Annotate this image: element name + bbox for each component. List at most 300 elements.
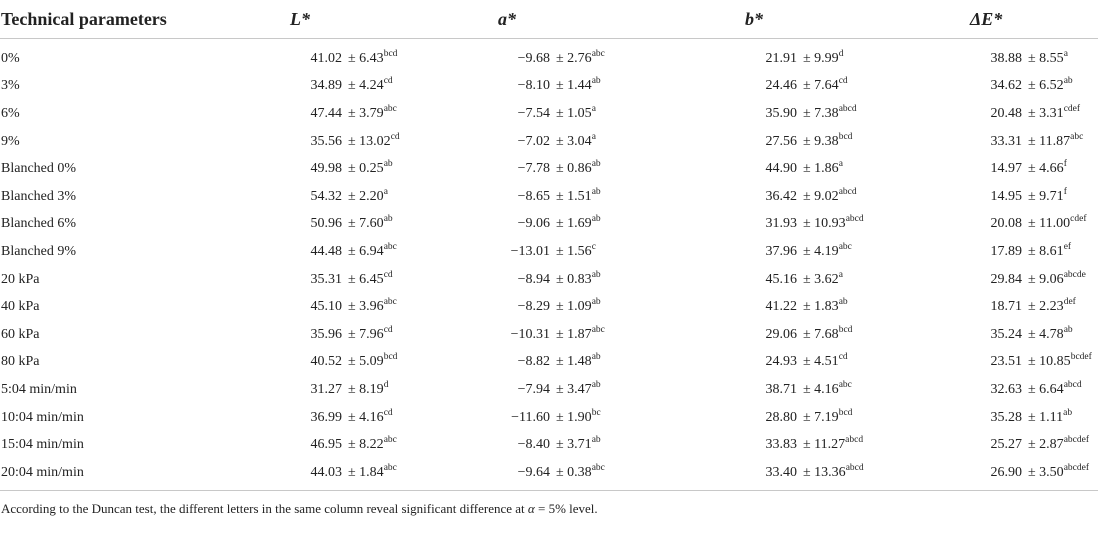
cell-b-star-sd: ± 4.19 xyxy=(803,243,839,259)
cell-delta-e-star xyxy=(970,459,1098,490)
cell-b-star-value: 28.80 xyxy=(765,409,797,425)
cell-b-star-value: 33.83 xyxy=(765,437,797,453)
cell-l-star-sd: ± 13.02 xyxy=(348,133,391,149)
cell-l-star-sd: ± 1.84 xyxy=(348,464,384,480)
table-row xyxy=(0,293,1098,321)
table-row xyxy=(0,376,1098,404)
cell-l-star-value: 46.95 xyxy=(310,437,342,453)
cell-b-star-value: 45.16 xyxy=(765,271,797,287)
cell-delta-e-star-significance: ab xyxy=(1063,324,1073,335)
cell-delta-e-star-value: 18.71 xyxy=(990,299,1022,315)
cell-delta-e-star xyxy=(970,293,1098,321)
cell-delta-e-star-value: 34.62 xyxy=(990,78,1022,94)
cell-b-star-sd: ± 9.02 xyxy=(803,188,839,204)
table-row xyxy=(0,459,1098,490)
cell-a-star-significance: ab xyxy=(591,379,601,390)
cell-l-star-value: 34.89 xyxy=(310,78,342,94)
cell-b-star-value: 38.71 xyxy=(765,381,797,397)
cell-delta-e-star-value: 20.08 xyxy=(990,216,1022,232)
cell-a-star-significance: abc xyxy=(591,324,605,335)
cell-delta-e-star-value: 35.24 xyxy=(990,326,1022,342)
cell-b-star xyxy=(745,211,970,239)
cell-l-star xyxy=(290,404,498,432)
header-b-star xyxy=(745,0,970,39)
cell-delta-e-star-value: 25.27 xyxy=(990,437,1022,453)
cell-b-star xyxy=(745,155,970,183)
cell-delta-e-star-significance: a xyxy=(1063,48,1068,59)
cell-a-star-significance: c xyxy=(591,241,596,252)
cell-a-star xyxy=(498,321,745,349)
cell-b-star-value: 36.42 xyxy=(765,188,797,204)
cell-delta-e-star-significance: abcdef xyxy=(1063,462,1090,473)
cell-b-star xyxy=(745,73,970,101)
cell-l-star-significance: abc xyxy=(383,435,397,446)
cell-l-star-value: 41.02 xyxy=(310,50,342,66)
cell-l-star-value: 47.44 xyxy=(310,105,342,121)
cell-technical-parameter: 60 kPa xyxy=(1,326,40,342)
cell-l-star xyxy=(290,349,498,377)
cell-b-star-significance: abc xyxy=(838,241,852,252)
table-row xyxy=(0,155,1098,183)
cell-delta-e-star-value: 33.31 xyxy=(990,133,1022,149)
cell-b-star-sd: ± 7.19 xyxy=(803,409,839,425)
cell-b-star-sd: ± 4.16 xyxy=(803,381,839,397)
cell-delta-e-star-significance: abcd xyxy=(1063,379,1082,390)
cell-delta-e-star-sd: ± 4.78 xyxy=(1028,326,1064,342)
cell-delta-e-star-value: 32.63 xyxy=(990,381,1022,397)
cell-l-star-sd: ± 4.16 xyxy=(348,409,384,425)
cell-b-star-sd: ± 1.86 xyxy=(803,161,839,177)
cell-delta-e-star xyxy=(970,39,1098,73)
cell-a-star-value: −7.94 xyxy=(517,381,550,397)
cell-b-star-value: 31.93 xyxy=(765,216,797,232)
cell-b-star-sd: ± 9.99 xyxy=(803,50,839,66)
cell-a-star-sd: ± 1.69 xyxy=(556,216,592,232)
cell-delta-e-star xyxy=(970,321,1098,349)
cell-a-star-sd: ± 1.87 xyxy=(556,326,592,342)
cell-a-star xyxy=(498,431,745,459)
cell-a-star xyxy=(498,293,745,321)
cell-a-star-sd: ± 1.09 xyxy=(556,299,592,315)
cell-delta-e-star-sd: ± 6.52 xyxy=(1028,78,1064,94)
cell-a-star-sd: ± 0.38 xyxy=(556,464,592,480)
cell-technical-parameter: 20 kPa xyxy=(1,271,40,287)
cell-a-star xyxy=(498,459,745,490)
cell-a-star xyxy=(498,128,745,156)
cell-l-star xyxy=(290,128,498,156)
cell-l-star xyxy=(290,211,498,239)
cell-b-star xyxy=(745,183,970,211)
cell-l-star-sd: ± 6.45 xyxy=(348,271,384,287)
cell-b-star-significance: bcd xyxy=(838,407,853,418)
cell-l-star-sd: ± 2.20 xyxy=(348,188,384,204)
cell-l-star-sd: ± 8.22 xyxy=(348,437,384,453)
cell-b-star-value: 29.06 xyxy=(765,326,797,342)
table-header xyxy=(0,0,1098,39)
cell-l-star-sd: ± 4.24 xyxy=(348,78,384,94)
cell-delta-e-star-sd: ± 10.85 xyxy=(1028,354,1071,370)
cell-a-star-significance: ab xyxy=(591,435,601,446)
cell-technical-parameter: 0% xyxy=(1,50,20,66)
table-body xyxy=(0,39,1098,491)
cell-a-star-sd: ± 0.83 xyxy=(556,271,592,287)
table-row xyxy=(0,238,1098,266)
cell-l-star xyxy=(290,321,498,349)
cell-a-star-value: −8.29 xyxy=(517,299,550,315)
cell-b-star-sd: ± 4.51 xyxy=(803,354,839,370)
cell-l-star-sd: ± 0.25 xyxy=(348,161,384,177)
table-row xyxy=(0,100,1098,128)
cell-technical-parameter: Blanched 3% xyxy=(1,188,77,204)
cell-b-star xyxy=(745,39,970,73)
table-row xyxy=(0,321,1098,349)
cell-delta-e-star xyxy=(970,128,1098,156)
cell-a-star-significance: a xyxy=(591,131,596,142)
cell-delta-e-star-significance: bcdef xyxy=(1070,352,1092,363)
cell-technical-parameter: Blanched 0% xyxy=(1,161,77,177)
cell-a-star-significance: ab xyxy=(591,76,601,87)
cell-delta-e-star-significance: ef xyxy=(1063,241,1072,252)
cell-delta-e-star xyxy=(970,155,1098,183)
footnote xyxy=(0,501,1098,517)
cell-a-star-value: −7.78 xyxy=(517,161,550,177)
cell-a-star xyxy=(498,238,745,266)
cell-a-star-value: −7.54 xyxy=(517,105,550,121)
cell-b-star-value: 24.46 xyxy=(765,78,797,94)
cell-b-star-sd: ± 7.64 xyxy=(803,78,839,94)
cell-a-star xyxy=(498,73,745,101)
cell-l-star-sd: ± 6.43 xyxy=(348,50,384,66)
cell-technical-parameter: 15:04 min/min xyxy=(1,437,84,453)
cell-delta-e-star-significance: def xyxy=(1063,297,1076,308)
cell-delta-e-star xyxy=(970,100,1098,128)
cell-b-star-significance: cd xyxy=(838,76,848,87)
cell-l-star-value: 35.31 xyxy=(310,271,342,287)
cell-a-star-sd: ± 1.90 xyxy=(556,409,592,425)
cell-b-star-value: 41.22 xyxy=(765,299,797,315)
cell-delta-e-star-sd: ± 3.50 xyxy=(1028,464,1064,480)
cell-delta-e-star xyxy=(970,431,1098,459)
cell-l-star-significance: bcd xyxy=(383,48,398,59)
header-b-star-label: b* xyxy=(745,8,763,29)
cell-delta-e-star xyxy=(970,349,1098,377)
cell-delta-e-star-sd: ± 11.00 xyxy=(1028,216,1071,232)
cell-delta-e-star-value: 26.90 xyxy=(990,464,1022,480)
cell-b-star-significance: abcd xyxy=(845,462,864,473)
cell-l-star-significance: cd xyxy=(390,131,400,142)
cell-technical-parameter: 3% xyxy=(1,78,20,94)
cell-a-star-sd: ± 1.48 xyxy=(556,354,592,370)
cell-delta-e-star-sd: ± 6.64 xyxy=(1028,381,1064,397)
cell-a-star-sd: ± 2.76 xyxy=(556,50,592,66)
cell-a-star-value: −8.65 xyxy=(517,188,550,204)
cell-delta-e-star-sd: ± 8.55 xyxy=(1028,50,1064,66)
cell-b-star-significance: abcd xyxy=(838,186,857,197)
cell-a-star-sd: ± 3.04 xyxy=(556,133,592,149)
cell-b-star-significance: d xyxy=(838,48,844,59)
cell-a-star-significance: abc xyxy=(591,462,605,473)
cell-a-star-sd: ± 1.56 xyxy=(556,243,592,259)
cell-l-star-sd: ± 6.94 xyxy=(348,243,384,259)
table-row xyxy=(0,266,1098,294)
cell-b-star-sd: ± 9.38 xyxy=(803,133,839,149)
cell-l-star-significance: a xyxy=(383,186,388,197)
cell-a-star xyxy=(498,39,745,73)
cell-a-star xyxy=(498,376,745,404)
cell-b-star xyxy=(745,459,970,490)
cell-a-star-value: −8.82 xyxy=(517,354,550,370)
cell-l-star-value: 35.96 xyxy=(310,326,342,342)
cell-l-star-sd: ± 7.96 xyxy=(348,326,384,342)
cell-l-star-significance: cd xyxy=(383,76,393,87)
cell-b-star-value: 33.40 xyxy=(765,464,797,480)
cell-l-star-significance: cd xyxy=(383,269,393,280)
cell-l-star-significance: abc xyxy=(383,241,397,252)
footnote-text-before: According to the Duncan test, the different letters in the same column reveal significant difference at xyxy=(1,500,528,516)
cell-l-star-significance: cd xyxy=(383,324,393,335)
cell-b-star xyxy=(745,100,970,128)
cell-delta-e-star-sd: ± 8.61 xyxy=(1028,243,1064,259)
cell-b-star-significance: abcd xyxy=(845,214,864,225)
cell-a-star-sd: ± 1.44 xyxy=(556,78,592,94)
cell-a-star-significance: ab xyxy=(591,269,601,280)
cell-b-star xyxy=(745,376,970,404)
cell-b-star-sd: ± 11.27 xyxy=(803,437,846,453)
cell-l-star xyxy=(290,39,498,73)
cell-l-star xyxy=(290,183,498,211)
header-delta-e-star-label: ΔE* xyxy=(970,8,1003,29)
cell-a-star-value: −9.68 xyxy=(517,50,550,66)
cell-b-star-significance: abcd xyxy=(845,435,864,446)
cell-l-star-value: 49.98 xyxy=(310,161,342,177)
cell-delta-e-star-significance: f xyxy=(1063,159,1067,170)
cell-delta-e-star xyxy=(970,73,1098,101)
cell-a-star-value: −13.01 xyxy=(510,243,550,259)
cell-b-star-significance: ab xyxy=(838,297,848,308)
footnote-alpha: α xyxy=(527,500,535,516)
cell-delta-e-star xyxy=(970,376,1098,404)
cell-b-star-value: 35.90 xyxy=(765,105,797,121)
cell-l-star-sd: ± 5.09 xyxy=(348,354,384,370)
header-l-star xyxy=(290,0,498,39)
cell-a-star-significance: ab xyxy=(591,186,601,197)
cell-delta-e-star xyxy=(970,404,1098,432)
cell-a-star-value: −10.31 xyxy=(510,326,550,342)
cell-a-star-significance: abc xyxy=(591,48,605,59)
cell-delta-e-star xyxy=(970,211,1098,239)
cell-b-star-significance: bcd xyxy=(838,324,853,335)
cell-l-star-significance: cd xyxy=(383,407,393,418)
cell-l-star-value: 45.10 xyxy=(310,299,342,315)
cell-technical-parameter: 5:04 min/min xyxy=(1,381,77,397)
cell-a-star-value: −8.10 xyxy=(517,78,550,94)
cell-a-star xyxy=(498,100,745,128)
cell-l-star-value: 31.27 xyxy=(310,381,342,397)
cell-a-star xyxy=(498,349,745,377)
cell-b-star-significance: bcd xyxy=(838,131,853,142)
cell-l-star-significance: d xyxy=(383,379,389,390)
cell-delta-e-star-sd: ± 3.31 xyxy=(1028,105,1064,121)
cell-b-star-value: 27.56 xyxy=(765,133,797,149)
cell-b-star-sd: ± 1.83 xyxy=(803,299,839,315)
cell-b-star-sd: ± 7.38 xyxy=(803,105,839,121)
cell-a-star-value: −8.94 xyxy=(517,271,550,287)
cell-l-star xyxy=(290,431,498,459)
cell-b-star-sd: ± 10.93 xyxy=(803,216,846,232)
cell-technical-parameter: 20:04 min/min xyxy=(0,459,290,490)
cell-a-star-value: −7.02 xyxy=(517,133,550,149)
cell-delta-e-star-significance: cdef xyxy=(1063,103,1081,114)
cell-delta-e-star xyxy=(970,266,1098,294)
cell-delta-e-star-sd: ± 4.66 xyxy=(1028,161,1064,177)
cell-technical-parameter: 9% xyxy=(1,133,20,149)
cell-l-star-value: 35.56 xyxy=(310,133,342,149)
cell-b-star-significance: a xyxy=(838,159,843,170)
cell-b-star-significance: a xyxy=(838,269,843,280)
cell-delta-e-star-value: 14.97 xyxy=(990,161,1022,177)
footnote-text-after: = 5% level. xyxy=(534,500,598,516)
cell-delta-e-star-significance: abcde xyxy=(1063,269,1086,280)
header-a-star xyxy=(498,0,745,39)
cell-delta-e-star-significance: abcdef xyxy=(1063,435,1090,446)
cell-a-star-significance: ab xyxy=(591,352,601,363)
cell-b-star-value: 21.91 xyxy=(765,50,797,66)
cell-l-star-significance: abc xyxy=(383,103,397,114)
cell-delta-e-star-significance: abc xyxy=(1070,131,1084,142)
cell-a-star xyxy=(498,404,745,432)
cell-l-star-value: 36.99 xyxy=(310,409,342,425)
cell-technical-parameter: Blanched 9% xyxy=(1,243,77,259)
cell-b-star xyxy=(745,404,970,432)
cell-a-star-sd: ± 1.05 xyxy=(556,105,592,121)
cell-l-star-significance: ab xyxy=(383,159,393,170)
header-row xyxy=(0,0,1098,39)
cell-b-star xyxy=(745,349,970,377)
cell-l-star-significance: abc xyxy=(383,462,397,473)
cell-b-star-significance: abcd xyxy=(838,103,857,114)
table-row xyxy=(0,431,1098,459)
cell-b-star-significance: cd xyxy=(838,352,848,363)
cell-l-star xyxy=(290,266,498,294)
cell-b-star-value: 44.90 xyxy=(765,161,797,177)
cell-l-star xyxy=(290,155,498,183)
cell-b-star-significance: abc xyxy=(838,379,852,390)
cell-l-star-significance: bcd xyxy=(383,352,398,363)
cell-l-star-value: 54.32 xyxy=(310,188,342,204)
cell-delta-e-star-significance: cdef xyxy=(1070,214,1087,225)
cell-technical-parameter: 6% xyxy=(1,105,20,121)
cell-b-star xyxy=(745,238,970,266)
cell-a-star-significance: ab xyxy=(591,159,601,170)
table-row xyxy=(0,73,1098,101)
cell-a-star-significance: bc xyxy=(591,407,601,418)
cell-delta-e-star-value: 35.28 xyxy=(990,409,1022,425)
cell-l-star-significance: abc xyxy=(383,297,397,308)
cell-a-star-significance: ab xyxy=(591,214,601,225)
cell-b-star xyxy=(745,321,970,349)
cell-a-star-sd: ± 3.47 xyxy=(556,381,592,397)
header-l-star-label: L* xyxy=(290,8,310,29)
cell-delta-e-star-value: 17.89 xyxy=(990,243,1022,259)
cell-l-star xyxy=(290,459,498,490)
cell-b-star-value: 37.96 xyxy=(765,243,797,259)
cell-l-star xyxy=(290,73,498,101)
cell-technical-parameter: 10:04 min/min xyxy=(1,409,84,425)
cell-delta-e-star-sd: ± 1.11 xyxy=(1028,409,1064,425)
cell-a-star xyxy=(498,211,745,239)
cell-l-star-value: 44.48 xyxy=(310,243,342,259)
header-technical-parameters: Technical parameters xyxy=(0,0,290,39)
cell-a-star-sd: ± 3.71 xyxy=(556,437,592,453)
cell-b-star-sd: ± 3.62 xyxy=(803,271,839,287)
cell-a-star xyxy=(498,183,745,211)
cell-delta-e-star-significance: f xyxy=(1063,186,1067,197)
cell-delta-e-star-significance: ab xyxy=(1063,407,1073,418)
cell-delta-e-star-significance: ab xyxy=(1063,76,1073,87)
cell-delta-e-star-value: 29.84 xyxy=(990,271,1022,287)
cell-l-star-value: 40.52 xyxy=(310,354,342,370)
cell-l-star xyxy=(290,293,498,321)
cell-delta-e-star-sd: ± 9.71 xyxy=(1028,188,1064,204)
cell-delta-e-star-sd: ± 2.87 xyxy=(1028,437,1064,453)
cell-l-star xyxy=(290,376,498,404)
table-row xyxy=(0,211,1098,239)
cell-technical-parameter: Blanched 6% xyxy=(1,216,77,232)
cell-b-star-sd: ± 13.36 xyxy=(803,464,846,480)
table-row xyxy=(0,349,1098,377)
cell-a-star-value: −9.06 xyxy=(517,216,550,232)
cell-technical-parameter: 80 kPa xyxy=(1,354,40,370)
cell-a-star-value: −9.64 xyxy=(517,464,550,480)
cell-b-star xyxy=(745,266,970,294)
cell-delta-e-star-sd: ± 2.23 xyxy=(1028,299,1064,315)
header-a-star-label: a* xyxy=(498,8,516,29)
table-row xyxy=(0,404,1098,432)
cell-delta-e-star xyxy=(970,183,1098,211)
cell-delta-e-star-value: 23.51 xyxy=(990,354,1022,370)
cell-delta-e-star-sd: ± 9.06 xyxy=(1028,271,1064,287)
cell-delta-e-star-value: 38.88 xyxy=(990,50,1022,66)
cell-l-star-sd: ± 8.19 xyxy=(348,381,384,397)
cell-l-star xyxy=(290,238,498,266)
cell-delta-e-star-value: 20.48 xyxy=(990,105,1022,121)
cell-delta-e-star xyxy=(970,238,1098,266)
cell-delta-e-star-sd: ± 11.87 xyxy=(1028,133,1071,149)
cell-b-star-sd: ± 7.68 xyxy=(803,326,839,342)
cell-b-star xyxy=(745,128,970,156)
cell-technical-parameter: 40 kPa xyxy=(1,299,40,315)
header-delta-e-star xyxy=(970,0,1098,39)
cell-l-star-sd: ± 3.96 xyxy=(348,299,384,315)
cell-a-star-value: −8.40 xyxy=(517,437,550,453)
table-row xyxy=(0,128,1098,156)
cell-a-star xyxy=(498,155,745,183)
cell-delta-e-star-value: 14.95 xyxy=(990,188,1022,204)
cell-l-star-sd: ± 7.60 xyxy=(348,216,384,232)
cell-a-star-sd: ± 0.86 xyxy=(556,161,592,177)
cell-b-star-value: 24.93 xyxy=(765,354,797,370)
cell-l-star xyxy=(290,100,498,128)
cell-l-star-significance: ab xyxy=(383,214,393,225)
cell-a-star-sd: ± 1.51 xyxy=(556,188,592,204)
cell-l-star-sd: ± 3.79 xyxy=(348,105,384,121)
cell-a-star-value: −11.60 xyxy=(511,409,550,425)
cell-l-star-value: 50.96 xyxy=(310,216,342,232)
table-row xyxy=(0,39,1098,73)
cell-a-star-significance: a xyxy=(591,103,596,114)
cell-a-star-significance: ab xyxy=(591,297,601,308)
cell-l-star-value: 44.03 xyxy=(310,464,342,480)
